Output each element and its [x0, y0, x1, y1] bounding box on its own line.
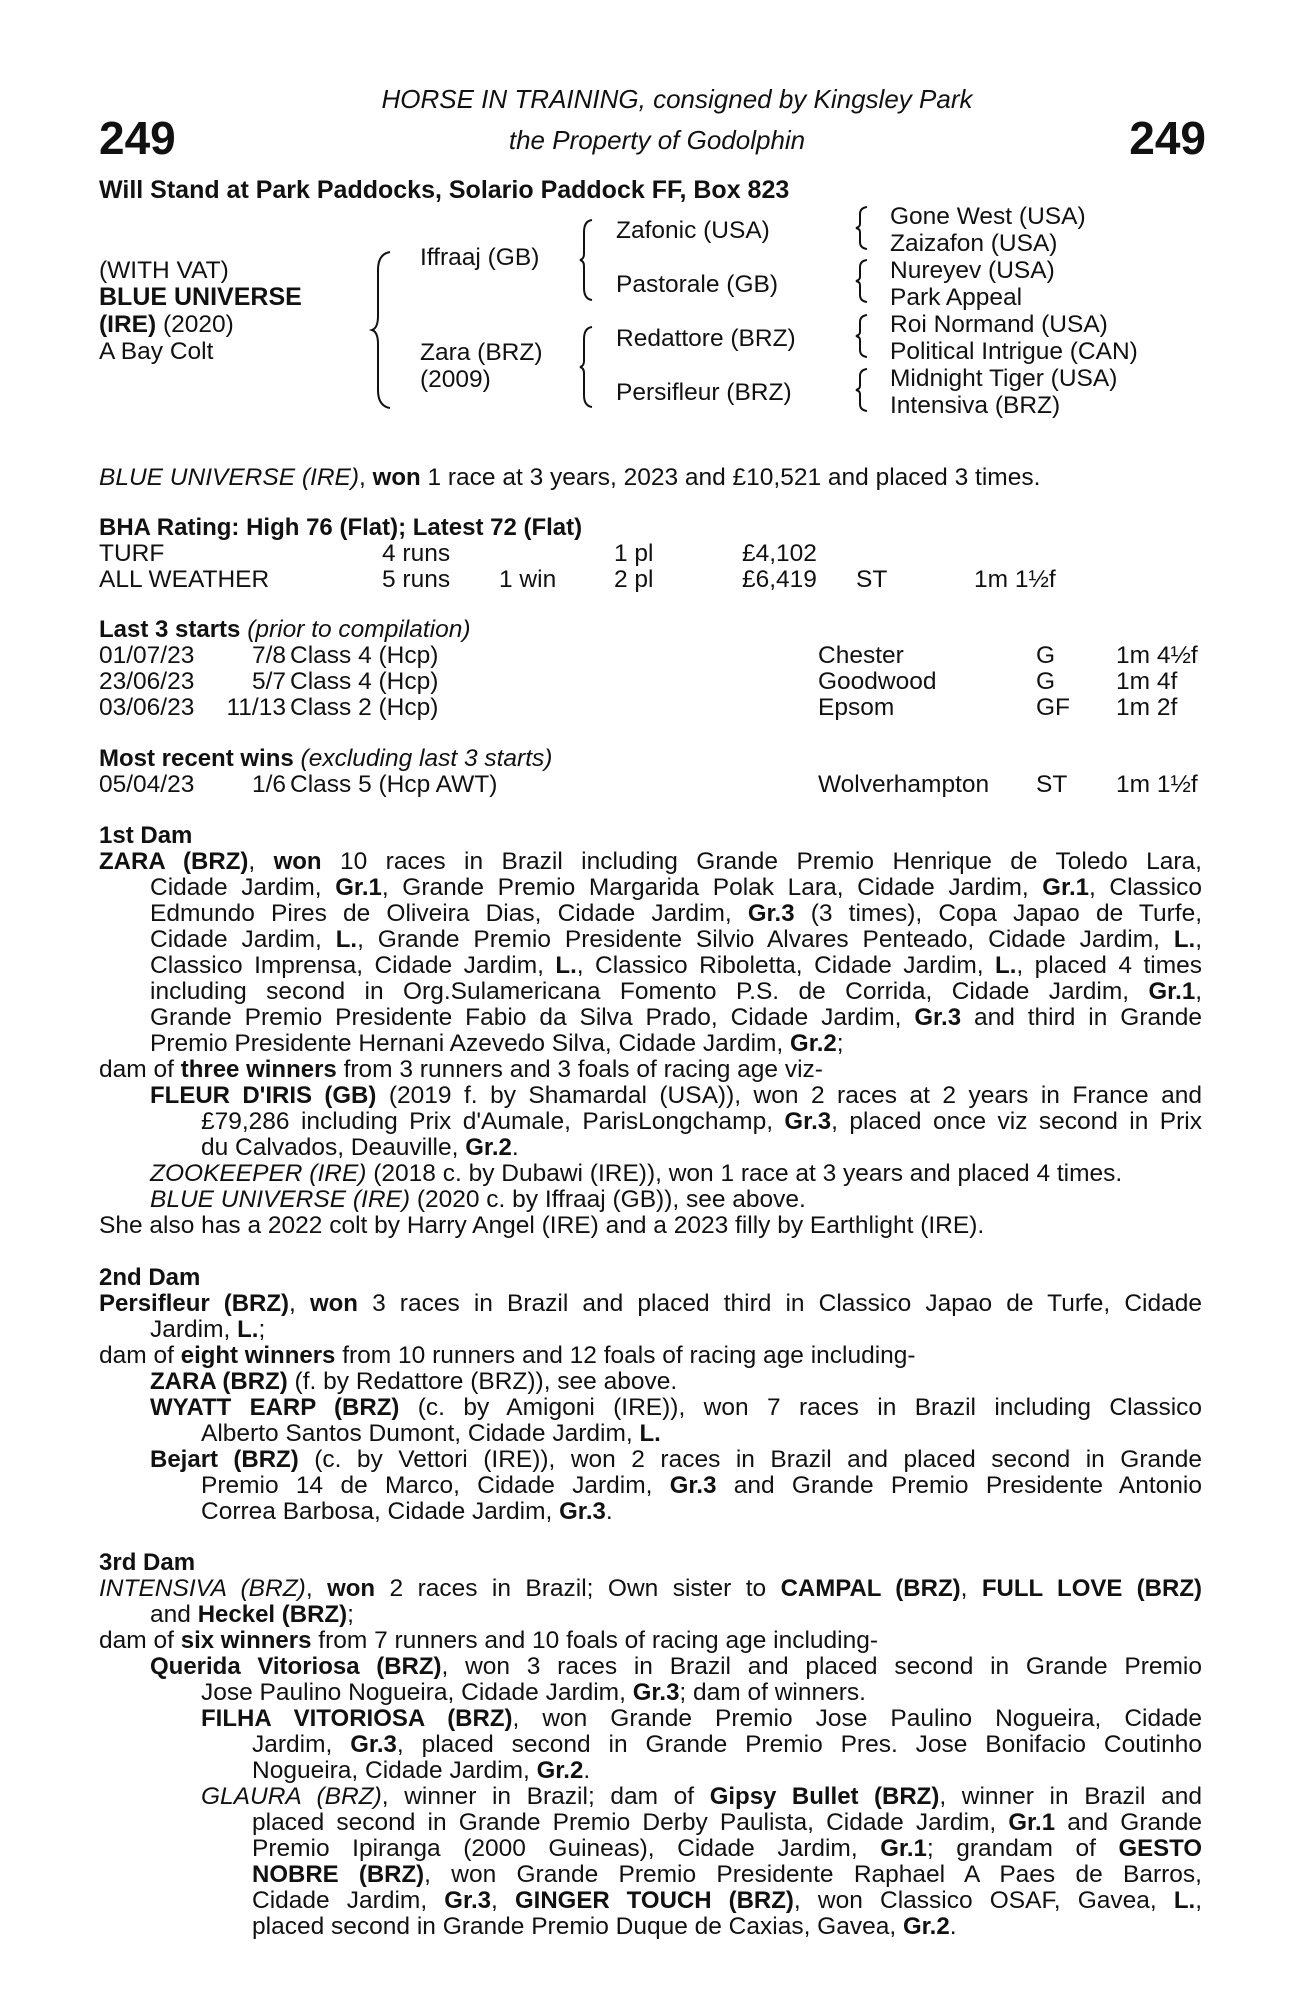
pedigree-bracket-dd — [856, 368, 870, 412]
horse-suffix-line: (IRE) (2020) — [99, 311, 234, 338]
horse-description: A Bay Colt — [99, 338, 214, 365]
pedigree-dss: Roi Normand (USA) — [890, 311, 1108, 338]
dam3-produce-line: FILHA VITORIOSA (BRZ), won Grande Premio Jose Paulino Nogueira, Cidade — [201, 1705, 1202, 1732]
pedigree-sd: Pastorale (GB) — [616, 271, 779, 298]
dam1-foals-note: She also has a 2022 colt by Harry Angel (IRE) and a 2023 filly by Earthlight (IRE). — [99, 1212, 985, 1239]
dam3-line: and Heckel (BRZ); — [150, 1601, 354, 1628]
dam2-line: Persifleur (BRZ), won 3 races in Brazil and placed third in Classico Japao de Turfe, Cidade — [99, 1290, 1202, 1317]
consignment-line: HORSE IN TRAINING, consigned by Kingsley Park — [381, 84, 973, 114]
pedigree-sdd: Park Appeal — [890, 284, 1023, 311]
dam3-produce-line: Premio Ipiranga (2000 Guineas), Cidade Jardim, Gr.1; grandam of GESTO — [252, 1835, 1203, 1862]
horse-name: BLUE UNIVERSE — [99, 283, 302, 311]
pedigree-dam: Zara (BRZ) — [420, 339, 543, 366]
pedigree-bracket-main — [372, 250, 394, 410]
pedigree-bracket-sire — [580, 218, 596, 302]
dam2-produce-line: ZARA (BRZ) (f. by Redattore (BRZ)), see above. — [150, 1368, 678, 1395]
dam1-line: Edmundo Pires de Oliveira Dias, Cidade Jardim, Gr.3 (3 times), Copa Japao de Turfe, — [150, 900, 1203, 927]
dam1-line: Cidade Jardim, Gr.1, Grande Premio Margarida Polak Lara, Cidade Jardim, Gr.1, Classico — [150, 874, 1202, 901]
dam3-produce-line: placed second in Grande Premio Derby Paulista, Cidade Jardim, Gr.1 and Grande — [252, 1809, 1202, 1836]
pedigree-sire: Iffraaj (GB) — [420, 244, 540, 271]
pedigree-ds: Redattore (BRZ) — [616, 325, 796, 352]
dam3-produce-line: Cidade Jardim, Gr.3, GINGER TOUCH (BRZ), won Classico OSAF, Gavea, L., — [252, 1887, 1203, 1914]
dam2-produce-intro: dam of eight winners from 10 runners and 12 foals of racing age including- — [99, 1342, 916, 1369]
dam3-produce-line: placed second in Grande Premio Duque de Caxias, Gavea, Gr.2. — [252, 1913, 957, 1940]
dam1-line: ZARA (BRZ), won 10 races in Brazil including Grande Premio Henrique de Toledo Lara, — [99, 848, 1202, 875]
dam3-produce-line: NOBRE (BRZ), won Grande Premio Presidente Raphael A Paes de Barros, — [252, 1861, 1202, 1888]
dam2-produce-line: Bejart (BRZ) (c. by Vettori (IRE)), won 2 races in Brazil and placed second in Grande — [150, 1446, 1202, 1473]
dam3-produce-line: Jardim, Gr.3, placed second in Grande Premio Pres. Jose Bonifacio Coutinho — [252, 1731, 1202, 1758]
pedigree-bracket-sd — [856, 259, 870, 303]
dam3-produce-line: GLAURA (BRZ), winner in Brazil; dam of Gipsy Bullet (BRZ), winner in Brazil and — [201, 1783, 1202, 1810]
recent-wins-title: Most recent wins (excluding last 3 starts) — [99, 745, 553, 772]
stand-line: Will Stand at Park Paddocks, Solario Paddock FF, Box 823 — [99, 176, 790, 204]
dam1-produce-intro: dam of three winners from 3 runners and 3 foals of racing age viz- — [99, 1056, 823, 1083]
vat-label: (WITH VAT) — [99, 257, 229, 284]
pedigree-dsd: Political Intrigue (CAN) — [890, 338, 1138, 365]
pedigree-dds: Midnight Tiger (USA) — [890, 365, 1118, 392]
pedigree-dam-year: (2009) — [420, 366, 491, 393]
dam1-line: including second in Org.Sulamericana Fomento P.S. de Corrida, Cidade Jardim, Gr.1, — [150, 978, 1202, 1005]
pedigree-bracket-dam — [580, 325, 596, 409]
dam1-line: Grande Premio Presidente Fabio da Silva Prado, Cidade Jardim, Gr.3 and third in Grande — [150, 1004, 1202, 1031]
dam2-produce-line: Correa Barbosa, Cidade Jardim, Gr.3. — [201, 1498, 613, 1525]
lot-number-right: 249 — [1129, 112, 1206, 164]
pedigree-bracket-ss — [856, 206, 870, 250]
dam1-line: Cidade Jardim, L., Grande Premio Presidente Silvio Alvares Penteado, Cidade Jardim, L., — [150, 926, 1202, 953]
dam2-produce-line: Alberto Santos Dumont, Cidade Jardim, L. — [201, 1420, 661, 1447]
pedigree-ddd: Intensiva (BRZ) — [890, 392, 1061, 419]
pedigree-dd: Persifleur (BRZ) — [616, 379, 792, 406]
dam1-title: 1st Dam — [99, 822, 193, 849]
dam3-produce-line: Jose Paulino Nogueira, Cidade Jardim, Gr.3; dam of winners. — [201, 1679, 866, 1706]
lot-number-left: 249 — [99, 112, 176, 164]
dam1-produce-line: du Calvados, Deauville, Gr.2. — [201, 1134, 519, 1161]
pedigree-ss: Zafonic (USA) — [616, 217, 770, 244]
race-summary: BLUE UNIVERSE (IRE), won 1 race at 3 years, 2023 and £10,521 and placed 3 times. — [99, 464, 1041, 491]
pedigree-sss: Gone West (USA) — [890, 203, 1086, 230]
dam1-produce-line: ZOOKEEPER (IRE) (2018 c. by Dubawi (IRE)), won 1 race at 3 years and placed 4 times. — [150, 1160, 1123, 1187]
pedigree-ssd: Zaizafon (USA) — [890, 230, 1058, 257]
dam3-title: 3rd Dam — [99, 1549, 196, 1576]
dam1-line: Classico Imprensa, Cidade Jardim, L., Classico Riboletta, Cidade Jardim, L., placed 4 times — [150, 952, 1202, 979]
bha-rating-title: BHA Rating: High 76 (Flat); Latest 72 (Flat) — [99, 514, 583, 541]
dam2-line: Jardim, L.; — [150, 1316, 266, 1343]
last3-title: Last 3 starts (prior to compilation) — [99, 616, 471, 643]
pedigree-sds: Nureyev (USA) — [890, 257, 1055, 284]
dam1-produce-line: FLEUR D'IRIS (GB) (2019 f. by Shamardal (USA)), won 2 races at 2 years in France and — [150, 1082, 1203, 1109]
property-line: the Property of Godolphin — [508, 125, 806, 155]
dam1-line: Premio Presidente Hernani Azevedo Silva, Cidade Jardim, Gr.2; — [150, 1030, 844, 1057]
dam3-produce-line: Nogueira, Cidade Jardim, Gr.2. — [252, 1757, 591, 1784]
dam2-produce-line: WYATT EARP (BRZ) (c. by Amigoni (IRE)), won 7 races in Brazil including Classico — [150, 1394, 1203, 1421]
pedigree-bracket-ds — [856, 314, 870, 358]
dam1-produce-line: £79,286 including Prix d'Aumale, ParisLongchamp, Gr.3, placed once viz second in Prix — [201, 1108, 1202, 1135]
dam3-produce-intro: dam of six winners from 7 runners and 10 foals of racing age including- — [99, 1627, 879, 1654]
dam3-produce-line: Querida Vitoriosa (BRZ), won 3 races in Brazil and placed second in Grande Premio — [150, 1653, 1203, 1680]
dam2-title: 2nd Dam — [99, 1264, 201, 1291]
dam2-produce-line: Premio 14 de Marco, Cidade Jardim, Gr.3 and Grande Premio Presidente Antonio — [201, 1472, 1202, 1499]
dam1-produce-line: BLUE UNIVERSE (IRE) (2020 c. by Iffraaj (GB)), see above. — [150, 1186, 806, 1213]
dam3-line: INTENSIVA (BRZ), won 2 races in Brazil; Own sister to CAMPAL (BRZ), FULL LOVE (BRZ) — [99, 1575, 1202, 1602]
